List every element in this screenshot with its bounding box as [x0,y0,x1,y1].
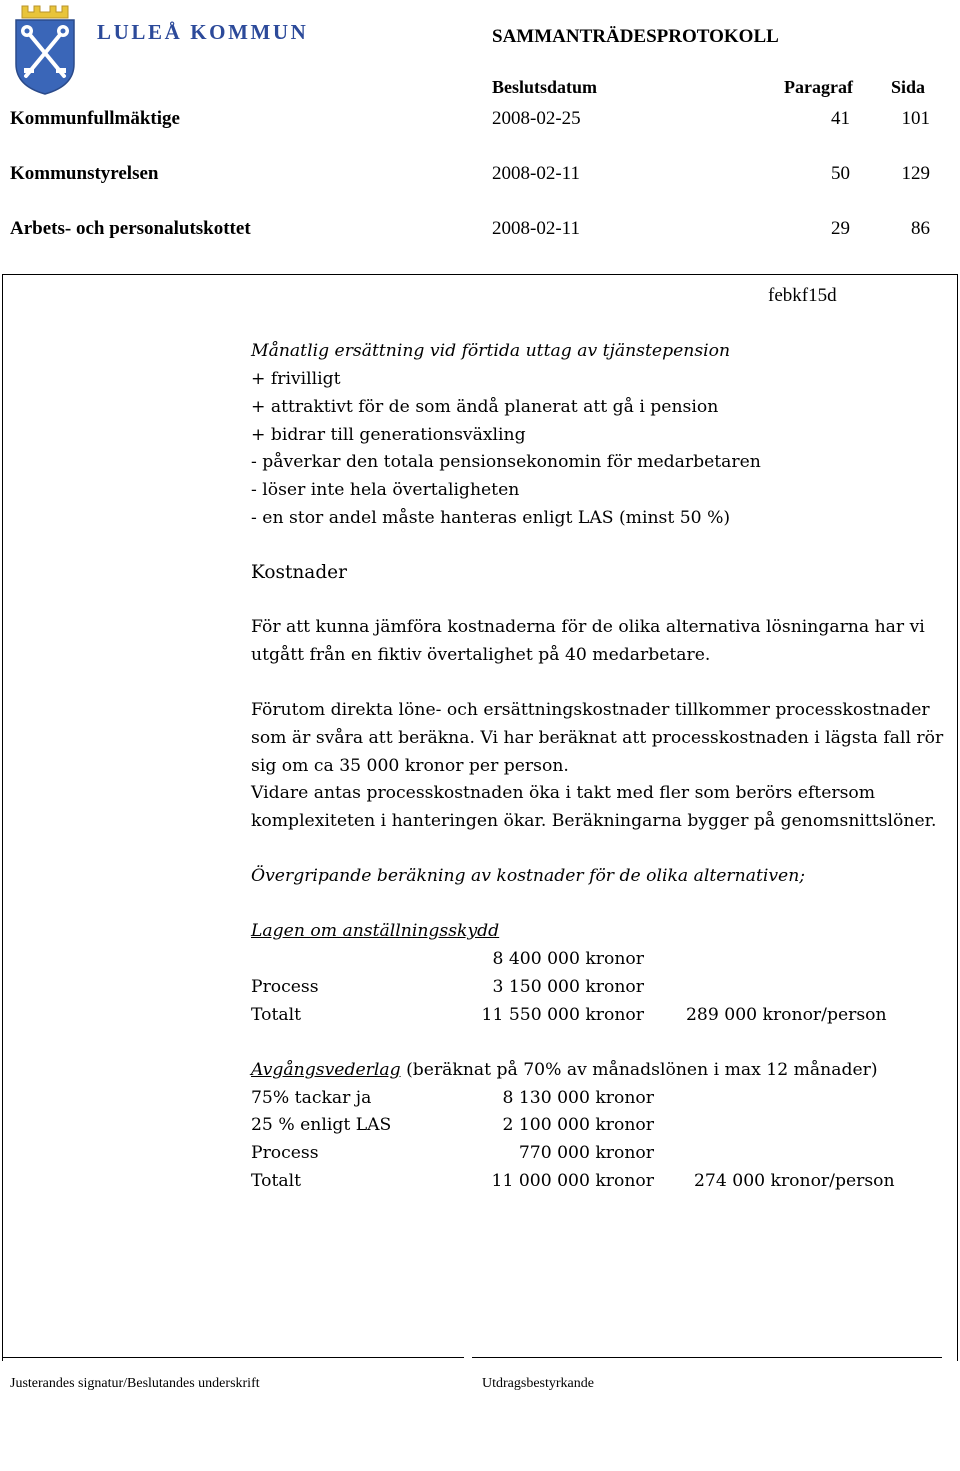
pension-item: + bidrar till generationsväxling [251,425,526,445]
costs-paragraph-line: För att kunna jämföra kostnaderna för de olika alternativa lösningarna har vi [251,617,925,637]
severance-row-amount: 770 000 kronor [518,1143,654,1163]
severance-heading-line [251,1060,878,1080]
meeting-page: 129 [901,163,930,184]
pension-item: - påverkar den totala pensionsekonomin för medarbetaren [251,452,761,472]
costs-paragraph-line: utgått från en fiktiv övertalighet på 40 medarbetare. [251,645,711,665]
lulea-coat-of-arms-icon [10,4,80,96]
pension-item: - löser inte hela övertaligheten [251,480,520,500]
costs-paragraph-line: sig om ca 35 000 kronor per person. [251,756,569,776]
extract-line [472,1357,942,1358]
meeting-body-name: Kommunfullmäktige [10,108,180,129]
las-row-amount: 3 150 000 kronor [492,977,644,997]
meeting-date: 2008-02-11 [492,163,580,184]
severance-row-amount: 2 100 000 kronor [502,1115,654,1135]
severance-heading-note: (beräknat på 70% av månadslönen i max 12 månader) [406,1060,878,1080]
pension-item: - en stor andel måste hanteras enligt LAS (minst 50 %) [251,508,731,528]
las-row-label: Process [251,977,319,997]
extract-label: Utdragsbestyrkande [482,1376,594,1391]
document-id: febkf15d [768,285,837,306]
severance-row-label: Totalt [251,1171,302,1191]
meeting-body-name: Arbets- och personalutskottet [10,218,251,239]
las-row-label: Totalt [251,1005,302,1025]
signature-label: Justerandes signatur/Beslutandes underskrift [10,1376,260,1391]
brand-name: LULEÅ KOMMUN [97,20,309,44]
meeting-date: 2008-02-11 [492,218,580,239]
meeting-page: 86 [911,218,930,239]
meeting-page: 101 [901,108,930,129]
costs-heading: Kostnader [251,562,347,583]
meeting-paragraph: 50 [831,163,850,184]
costs-paragraph-line: Vidare antas processkostnaden öka i takt med fler som berörs eftersom [251,783,876,803]
pension-heading: Månatlig ersättning vid förtida uttag av tjänstepension [251,341,731,361]
las-per-person: 289 000 kronor/person [686,1005,887,1025]
meeting-paragraph: 41 [831,108,850,129]
las-heading: Lagen om anställningsskydd [251,921,500,941]
meeting-date: 2008-02-25 [492,108,581,129]
column-header-date: Beslutsdatum [492,77,598,97]
protocol-title: SAMMANTRÄDESPROTOKOLL [492,26,779,47]
severance-row-label: Process [251,1143,319,1163]
meeting-paragraph: 29 [831,218,850,239]
costs-paragraph-line: komplexiteten i hanteringen ökar. Beräkningarna bygger på genomsnittslöner. [251,811,937,831]
severance-row-amount: 8 130 000 kronor [502,1088,654,1108]
severance-row-amount: 11 000 000 kronor [491,1171,654,1191]
pension-item: + attraktivt för de som ändå planerat att gå i pension [251,397,719,417]
severance-row-label: 75% tackar ja [251,1088,372,1108]
costs-paragraph-line: Förutom direkta löne- och ersättningskostnader tillkommer processkostnader [251,700,930,720]
severance-row-label: 25 % enligt LAS [251,1115,392,1135]
overview-heading: Övergripande beräkning av kostnader för de olika alternativen; [251,866,806,886]
severance-heading: Avgångsvederlag [251,1060,401,1080]
column-header-paragraph: Paragraf [784,77,853,97]
las-row-amount: 8 400 000 kronor [492,949,644,969]
severance-per-person: 274 000 kronor/person [694,1171,895,1191]
las-row-amount: 11 550 000 kronor [481,1005,644,1025]
costs-paragraph-line: som är svåra att beräkna. Vi har beräknat att processkostnaden i lägsta fall rör [251,728,944,748]
pension-item: + frivilligt [251,369,341,389]
meeting-body-name: Kommunstyrelsen [10,163,159,184]
signature-line [2,1357,464,1358]
column-header-page: Sida [891,77,926,97]
